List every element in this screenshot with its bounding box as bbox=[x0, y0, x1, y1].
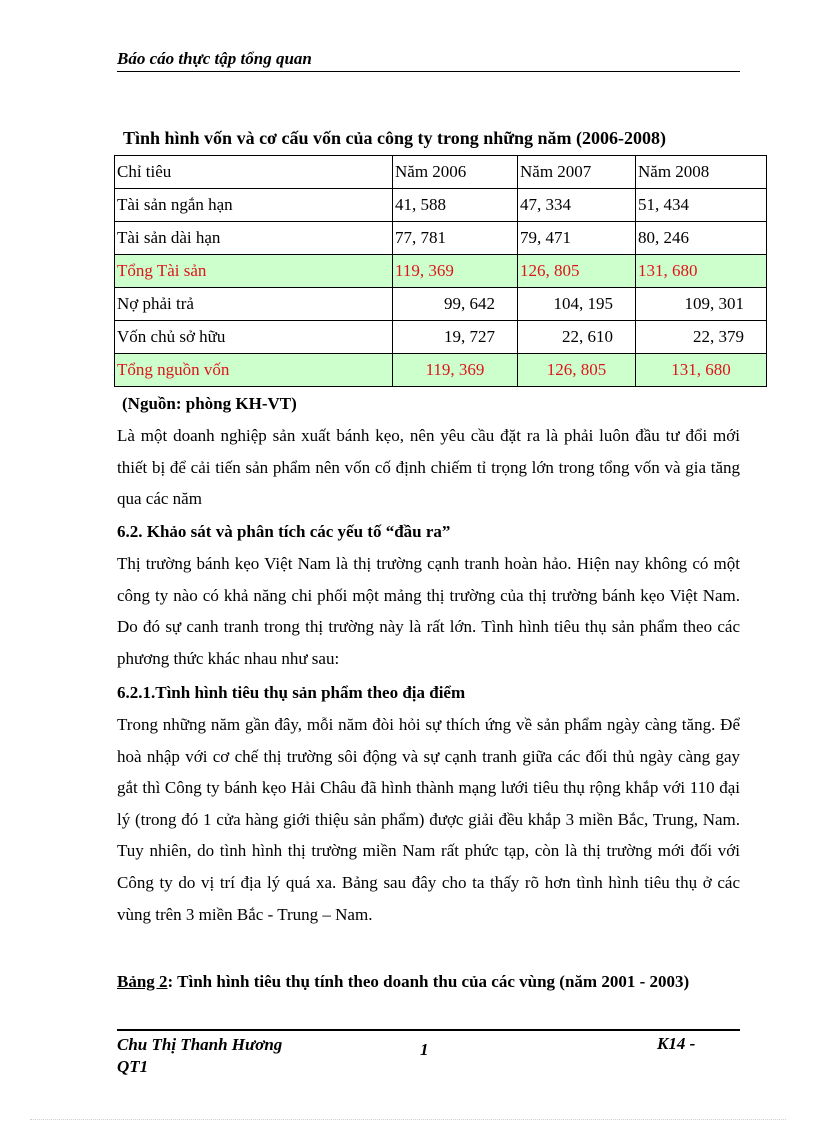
table-cell: 126, 805 bbox=[518, 354, 636, 387]
table-cell: 47, 334 bbox=[518, 189, 636, 222]
footer-author-block bbox=[117, 1034, 282, 1078]
table2-title: : Tình hình tiêu thụ tính theo doanh thu của các vùng (năm 2001 - 2003) bbox=[167, 972, 690, 991]
table-header-cell: Năm 2006 bbox=[393, 156, 518, 189]
table-header-cell: Năm 2007 bbox=[518, 156, 636, 189]
table-cell: Tài sản dài hạn bbox=[115, 222, 393, 255]
table-cell: 80, 246 bbox=[636, 222, 767, 255]
table-header-cell: Năm 2008 bbox=[636, 156, 767, 189]
table-row-total-assets bbox=[115, 255, 767, 288]
page-header-title: Báo cáo thực tập tổng quan bbox=[117, 49, 312, 68]
table-cell: 19, 727 bbox=[393, 321, 518, 354]
table-row bbox=[115, 222, 767, 255]
table-cell: Tài sản ngắn hạn bbox=[115, 189, 393, 222]
table-cell: 104, 195 bbox=[518, 288, 636, 321]
footer-author-name: Chu Thị Thanh Hương bbox=[117, 1035, 283, 1054]
footer-class-code: QT1 bbox=[117, 1057, 149, 1076]
table-cell: 41, 588 bbox=[393, 189, 518, 222]
table-source-note: (Nguồn: phòng KH-VT) bbox=[122, 394, 297, 413]
table1-caption: Tình hình vốn và cơ cấu vốn của công ty trong những năm (2006-2008) bbox=[123, 128, 667, 148]
table-cell: 109, 301 bbox=[636, 288, 767, 321]
table-cell: 77, 781 bbox=[393, 222, 518, 255]
table-header-cell: Chỉ tiêu bbox=[115, 156, 393, 189]
paragraph-capital: Là một doanh nghiệp sản xuất bánh kẹo, nên yêu cầu đặt ra là phải luôn đầu tư đổi mới thiết bị để cải tiến sản phẩm nên vốn cố định chiếm tỉ trọng lớn trong tổng vốn và gia tăng qua các năm bbox=[117, 426, 740, 509]
table-cell: 51, 434 bbox=[636, 189, 767, 222]
table-row-total-capital bbox=[115, 354, 767, 387]
table2-caption bbox=[117, 972, 689, 992]
table-cell: 79, 471 bbox=[518, 222, 636, 255]
footer-class-right: K14 - bbox=[657, 1034, 696, 1053]
table-cell: 22, 379 bbox=[636, 321, 767, 354]
table-header-row bbox=[115, 156, 767, 189]
table-cell: 119, 369 bbox=[393, 354, 518, 387]
table-cell: 131, 680 bbox=[636, 255, 767, 288]
table-cell: Vốn chủ sở hữu bbox=[115, 321, 393, 354]
table-cell: 22, 610 bbox=[518, 321, 636, 354]
page-bottom-border bbox=[30, 1119, 786, 1120]
table-row bbox=[115, 189, 767, 222]
section-heading-6-2: 6.2. Khảo sát và phân tích các yếu tố “đầu ra” bbox=[117, 522, 451, 541]
section-heading-6-2-1: 6.2.1.Tình hình tiêu thụ sản phẩm theo địa điểm bbox=[117, 683, 466, 702]
capital-table bbox=[114, 155, 767, 387]
table-cell: 126, 805 bbox=[518, 255, 636, 288]
table-row bbox=[115, 321, 767, 354]
page-number: 1 bbox=[420, 1040, 429, 1059]
header-rule bbox=[117, 71, 740, 72]
paragraph-market: Thị trường bánh kẹo Việt Nam là thị trường cạnh tranh hoàn hảo. Hiện nay không có một công ty nào có khả năng chi phối một mảng thị trường của thị trường bánh kẹo Việt Nam. Do đó sự canh tranh trong thị trường này là rất lớn. Tình hình tiêu thụ sản phẩm theo các phương thức khác nhau như sau: bbox=[117, 554, 740, 668]
table-cell: 131, 680 bbox=[636, 354, 767, 387]
table-cell: Tổng Tài sản bbox=[115, 255, 393, 288]
table-cell: Tổng nguồn vốn bbox=[115, 354, 393, 387]
table-row bbox=[115, 288, 767, 321]
table-cell: Nợ phải trả bbox=[115, 288, 393, 321]
paragraph-distribution: Trong những năm gần đây, mỗi năm đòi hỏi sự thích ứng về sản phẩm ngày càng tăng. Để hoà nhập với cơ chế thị trường sôi động và sự cạnh tranh giữa các đối thủ ngày càng gay gắt thì Công ty bánh kẹo Hải Châu đã hình thành mạng lưới tiêu thụ rộng khắp với 110 đại lý (trong đó 1 cửa hàng giới thiệu sản phẩm) được giải đều khắp 3 miền Bắc, Trung, Nam. Tuy nhiên, do tình hình thị trường miền Nam rất phức tạp, còn là thị trường mới đối với Công ty do vị trí địa lý quá xa. Bảng sau đây cho ta thấy rõ hơn tình hình tiêu thụ ở các vùng trên 3 miền Bắc - Trung – Nam. bbox=[117, 715, 740, 924]
table-cell: 99, 642 bbox=[393, 288, 518, 321]
footer-rule bbox=[117, 1029, 740, 1031]
table-cell: 119, 369 bbox=[393, 255, 518, 288]
table2-label: Bảng 2 bbox=[117, 972, 168, 991]
